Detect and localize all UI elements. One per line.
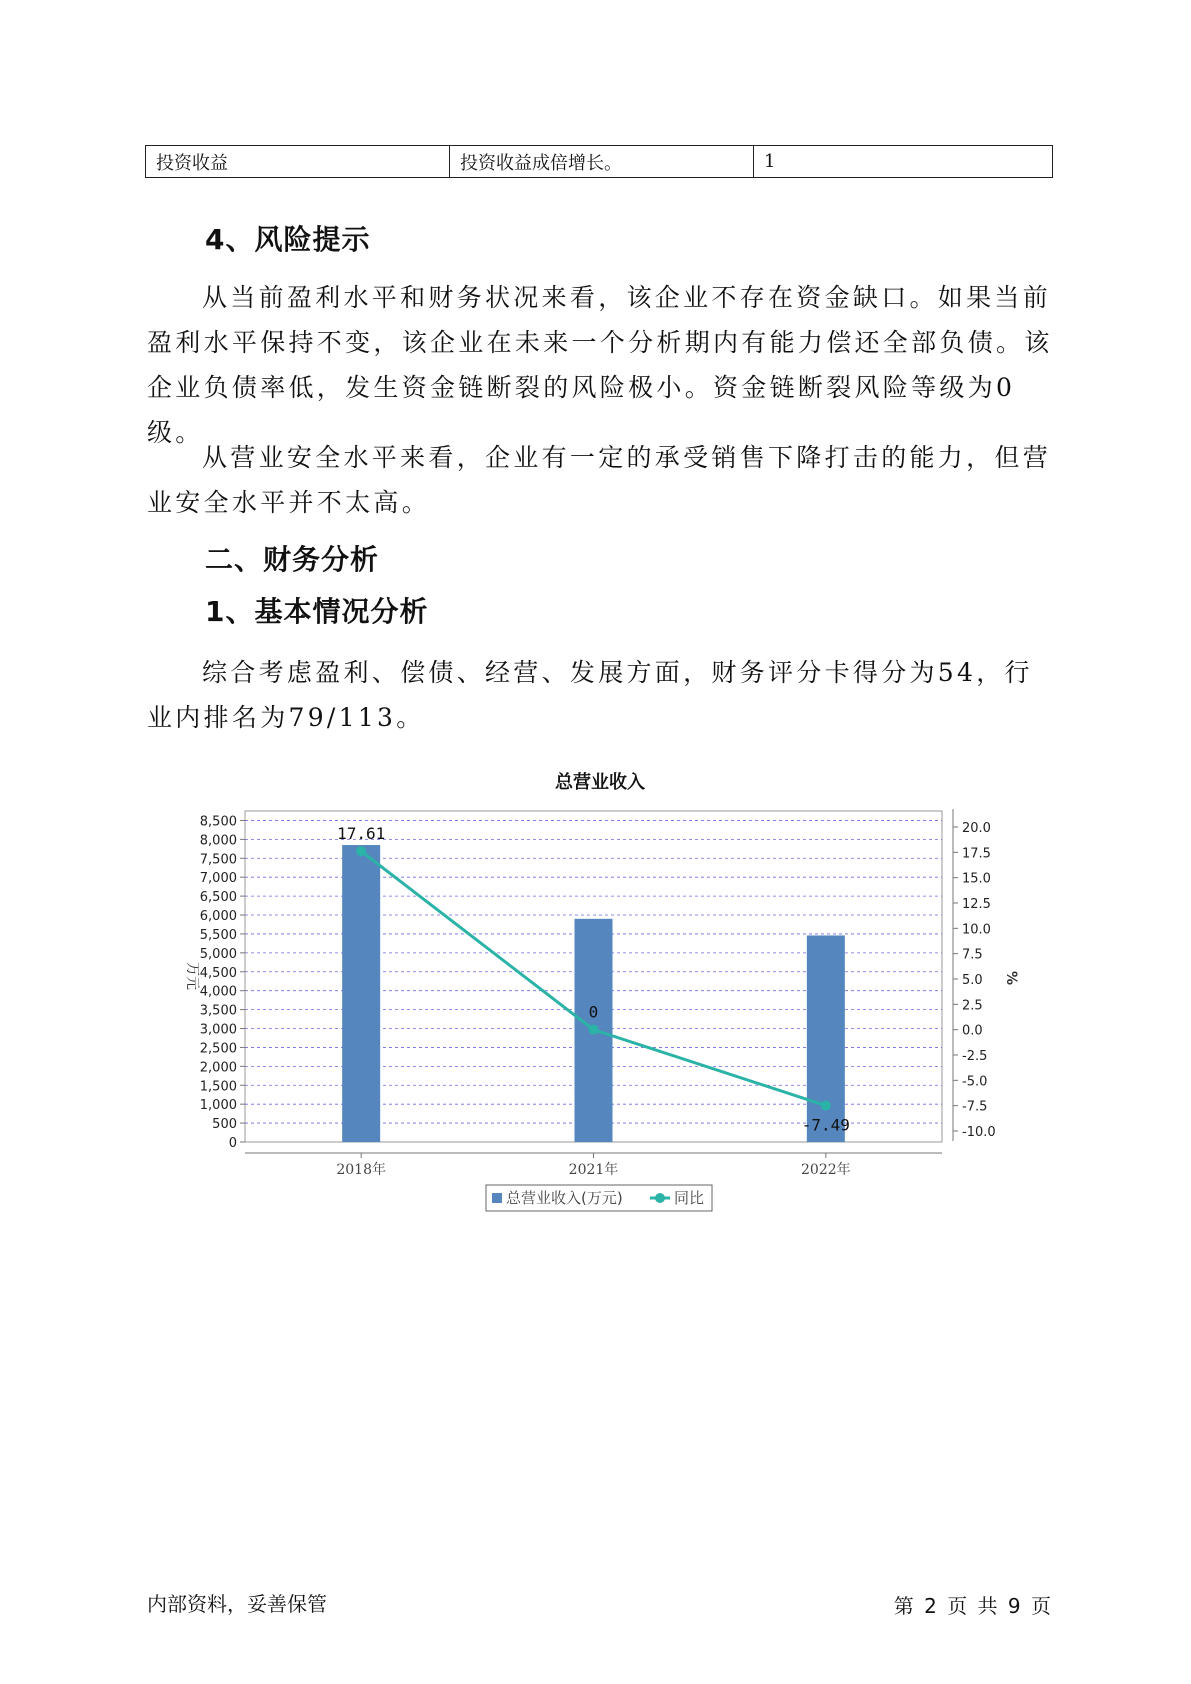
basic-heading: 1、基本情况分析 [205,595,429,628]
y-tick-label: 6,000 [199,909,237,925]
y-axis-title: 万元 [184,962,200,990]
y-tick-label: 0 [228,1136,237,1151]
y2-tick-label: 2.5 [962,998,983,1014]
legend-bar-swatch [492,1193,502,1203]
yoy-data-label: 0 [588,1002,599,1022]
y2-tick-label: -5.0 [962,1074,988,1090]
y-tick-label: 3,000 [199,1022,237,1038]
y-tick-label: 1,000 [199,1098,237,1114]
y-tick-label: 6,500 [199,890,237,906]
yoy-point [356,846,366,856]
y-tick-label: 7,500 [199,852,237,868]
yoy-data-label: 17.61 [337,824,386,844]
y2-tick-label: 17.5 [962,846,991,862]
risk-paragraph-1-text: 从当前盈利水平和财务状况来看，该企业不存在资金缺口。如果当前盈利水平保持不变，该企业在未来一个分析期内有能力偿还全部负债。该企业负债率低，发生资金链断裂的风险极小。资金链断裂风险等级为0级。 [147,283,1053,447]
bar [807,935,845,1142]
finance-heading: 二、财务分析 [205,543,380,576]
footer-confidential: 内部资料，妥善保管 [147,1592,327,1616]
y-tick-label: 5,500 [199,927,237,943]
yoy-point [821,1101,831,1111]
table-cell-item: 投资收益 [146,146,450,178]
x-tick-label: 2018年 [336,1162,386,1178]
y-tick-label: 8,000 [199,833,237,849]
y-tick-label: 2,500 [199,1041,237,1057]
y-tick-label: 500 [212,1117,237,1133]
footer-page-number: 第 2 页 共 9 页 [893,1594,1053,1618]
bar [342,845,380,1142]
yoy-data-label: -7.49 [801,1115,850,1135]
y2-tick-label: 7.5 [962,947,983,963]
y-tick-label: 4,000 [199,984,237,1000]
y2-tick-label: 20.0 [962,821,991,836]
risk-heading: 4、风险提示 [205,223,371,256]
y-tick-label: 1,500 [199,1079,237,1095]
table-cell-value: 1 [754,146,1053,178]
basic-paragraph-text: 综合考虑盈利、偿债、经营、发展方面，财务评分卡得分为54，行业内排名为79/113。 [147,658,1033,732]
legend-line-marker [655,1193,665,1203]
legend-line-label: 同比 [674,1189,705,1207]
y-tick-label: 3,500 [199,1003,237,1019]
risk-paragraph-2-text: 从营业安全水平来看，企业有一定的承受销售下降打击的能力，但营业安全水平并不太高。 [147,443,1052,517]
y2-tick-label: -7.5 [962,1099,988,1115]
y2-tick-label: 10.0 [962,922,991,938]
y2-tick-label: 5.0 [962,973,983,988]
y-tick-label: 2,000 [199,1060,237,1076]
y-tick-label: 4,500 [199,965,237,981]
x-tick-label: 2021年 [568,1162,619,1178]
y-tick-label: 5,000 [199,946,237,962]
yoy-point [589,1025,599,1035]
x-tick-label: 2022年 [801,1162,851,1178]
y2-tick-label: -10.0 [962,1125,996,1140]
y2-tick-label: 12.5 [962,897,991,912]
y-tick-label: 8,500 [199,814,237,830]
chart-title: 总营业收入 [555,772,645,793]
y2-tick-label: 0.0 [962,1023,983,1039]
y-tick-label: 7,000 [199,871,237,887]
y2-tick-label: 15.0 [962,871,991,887]
y2-axis-title: % [1003,970,1019,986]
table-cell-description: 投资收益成倍增长。 [450,146,754,178]
legend-bar-label: 总营业收入(万元) [506,1189,623,1207]
y2-tick-label: -2.5 [962,1049,988,1064]
